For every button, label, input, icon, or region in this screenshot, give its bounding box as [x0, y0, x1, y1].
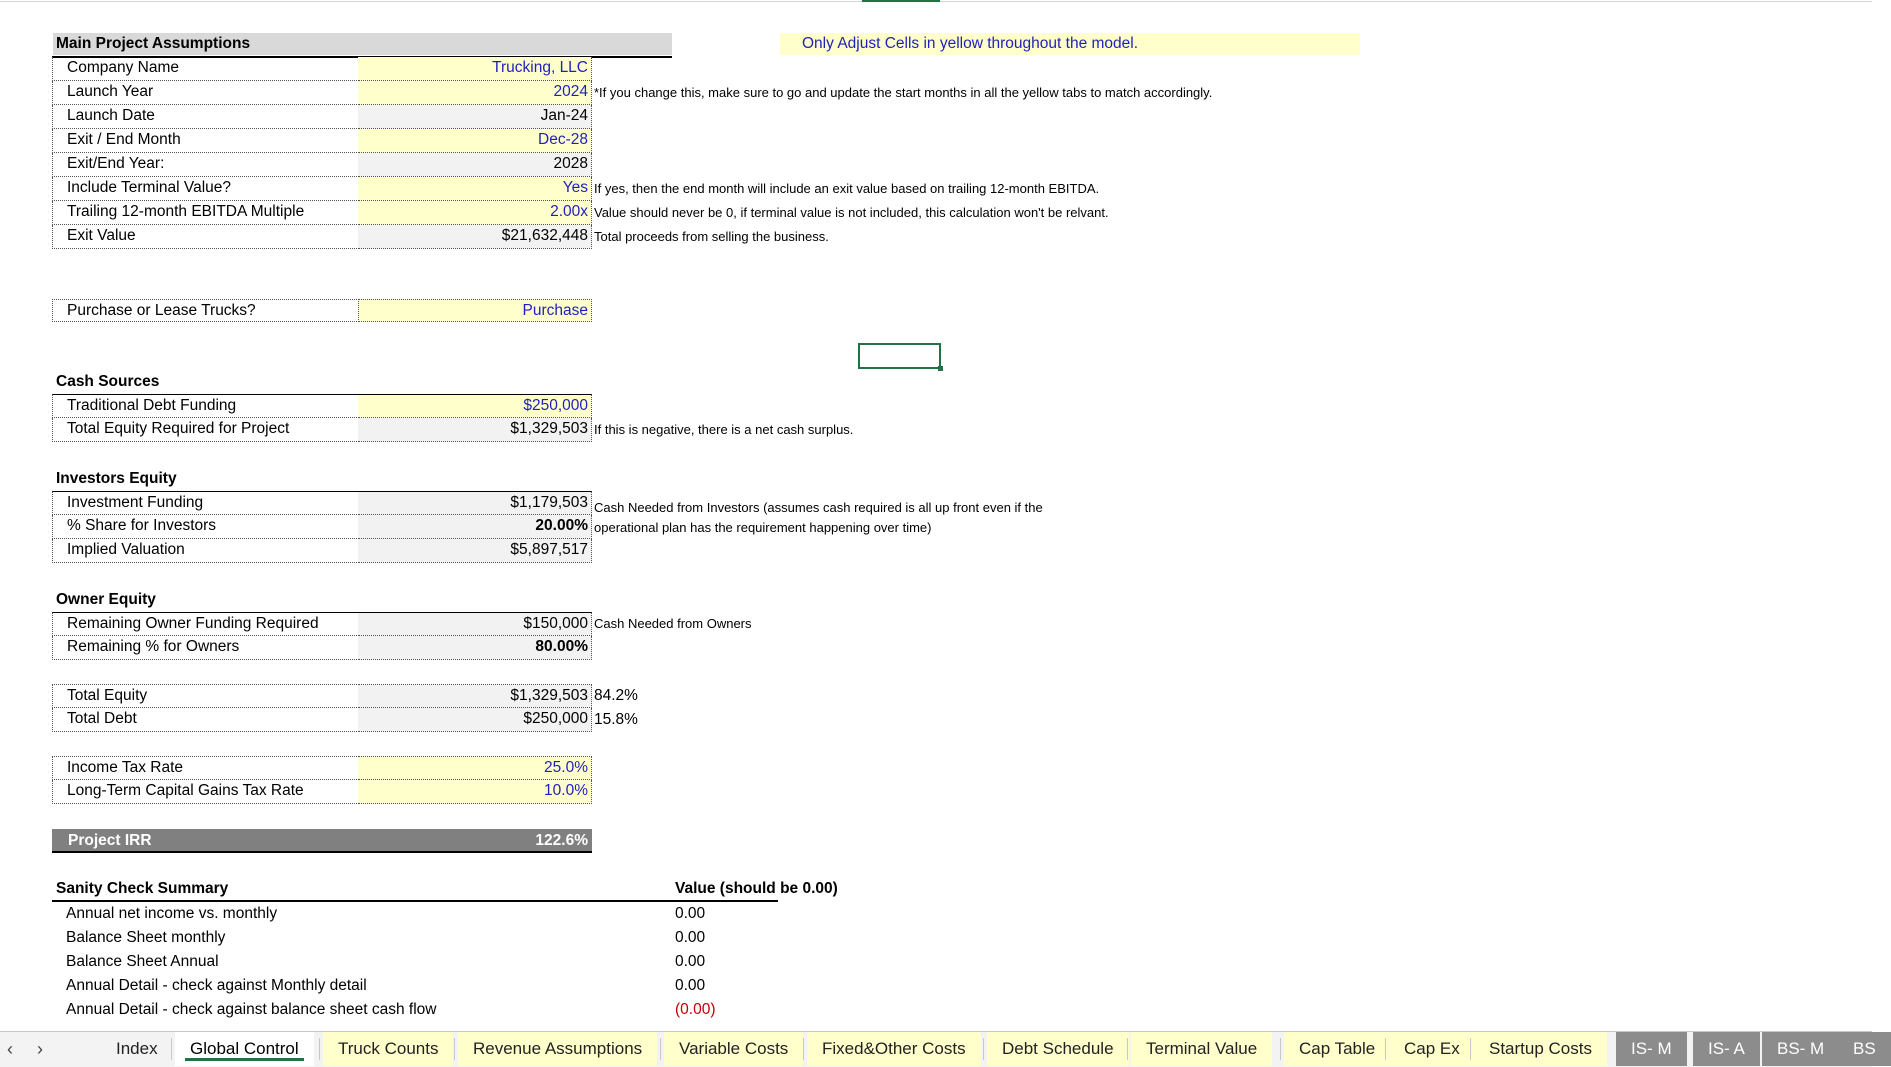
- tab-separator: [803, 1038, 804, 1060]
- tab-separator: [454, 1038, 455, 1060]
- cash-source-value[interactable]: $250,000: [358, 394, 592, 418]
- irr-value[interactable]: 122.6%: [535, 832, 588, 849]
- purchase-lease-input[interactable]: Purchase: [358, 299, 592, 322]
- irr-label: Project IRR: [68, 832, 152, 849]
- assumption-value[interactable]: Dec-28: [358, 129, 592, 153]
- investor-label: Investment Funding: [52, 491, 359, 515]
- tab-separator: [660, 1038, 661, 1060]
- assumption-value[interactable]: $21,632,448: [358, 225, 592, 249]
- assumption-label: Company Name: [52, 57, 359, 81]
- assumption-label: Launch Date: [52, 105, 359, 129]
- assumption-value[interactable]: Jan-24: [358, 105, 592, 129]
- cash-source-label: Total Equity Required for Project: [52, 418, 359, 442]
- sheet-tab-fixed-other-costs[interactable]: Fixed&Other Costs: [807, 1032, 981, 1066]
- sanity-check-value[interactable]: 0.00: [675, 905, 706, 922]
- investor-value[interactable]: $1,179,503: [358, 491, 592, 515]
- purchase-lease-label[interactable]: Purchase or Lease Trucks?: [52, 299, 359, 322]
- sheet-tab-truck-counts[interactable]: Truck Counts: [323, 1032, 453, 1066]
- assumption-note: Total proceeds from selling the business.: [594, 229, 829, 244]
- sheet-tab-variable-costs[interactable]: Variable Costs: [664, 1032, 803, 1066]
- total-value[interactable]: $1,329,503: [358, 684, 592, 708]
- scroll-tabs-right-icon[interactable]: ›: [37, 1039, 43, 1059]
- investor-label: % Share for Investors: [52, 515, 359, 539]
- sanity-check-label: Annual Detail - check against balance sheet cash flow: [66, 1001, 437, 1018]
- selected-cell-cursor[interactable]: [858, 343, 941, 369]
- assumption-label: Launch Year: [52, 81, 359, 105]
- total-label: Total Debt: [52, 708, 359, 732]
- tab-separator: [1280, 1038, 1281, 1060]
- owner-note: Cash Needed from Owners: [594, 616, 752, 631]
- tax-label: Long-Term Capital Gains Tax Rate: [52, 780, 359, 804]
- sheet-tab-global-control[interactable]: Global Control: [175, 1032, 314, 1066]
- sanity-value-header: Value (should be 0.00): [675, 880, 838, 897]
- tab-separator: [319, 1038, 320, 1060]
- cash-source-label: Traditional Debt Funding: [52, 394, 359, 418]
- sanity-check-label: Balance Sheet Annual: [66, 953, 219, 970]
- tab-separator: [1127, 1038, 1128, 1060]
- investor-value[interactable]: 20.00%: [358, 515, 592, 539]
- investor-note-line1: Cash Needed from Investors (assumes cash required is all up front even if the: [594, 500, 1043, 515]
- assumption-label: Exit / End Month: [52, 129, 359, 153]
- tax-value[interactable]: 25.0%: [358, 756, 592, 780]
- sheet-tab-bs-m[interactable]: BS- M: [1762, 1032, 1839, 1066]
- assumption-note: *If you change this, make sure to go and update the start months in all the yellow tabs to match accordingly.: [594, 85, 1213, 100]
- tab-separator: [171, 1038, 172, 1060]
- main-assumptions-header: Main Project Assumptions: [53, 33, 672, 55]
- total-percent: 84.2%: [594, 687, 638, 704]
- tab-separator: [983, 1038, 984, 1060]
- sheet-tab-cap-ex[interactable]: Cap Ex: [1389, 1032, 1475, 1066]
- sheet-tab-index[interactable]: Index: [116, 1039, 158, 1058]
- sanity-check-value[interactable]: 0.00: [675, 977, 706, 994]
- sanity-header: Sanity Check Summary: [56, 880, 229, 897]
- assumption-value[interactable]: 2.00x: [358, 201, 592, 225]
- sheet-tab-bs[interactable]: BS: [1838, 1032, 1891, 1066]
- investor-value[interactable]: $5,897,517: [358, 539, 592, 563]
- assumption-value[interactable]: 2028: [358, 153, 592, 177]
- sanity-underline: [52, 900, 778, 902]
- investor-label: Implied Valuation: [52, 539, 359, 563]
- assumption-value[interactable]: Yes: [358, 177, 592, 201]
- assumption-label: Trailing 12-month EBITDA Multiple: [52, 201, 359, 225]
- instruction-banner: Only Adjust Cells in yellow throughout the model.: [780, 33, 1360, 55]
- sheet-tab-debt-schedule[interactable]: Debt Schedule: [987, 1032, 1129, 1066]
- investor-note-line2: operational plan has the requirement happening over time): [594, 520, 932, 535]
- cash-source-value[interactable]: $1,329,503: [358, 418, 592, 442]
- cash-sources-header: Cash Sources: [56, 373, 160, 390]
- total-percent: 15.8%: [594, 711, 638, 728]
- assumption-note: Value should never be 0, if terminal value is not included, this calculation won't be relvant.: [594, 205, 1109, 220]
- sheet-tab-is-m[interactable]: IS- M: [1616, 1032, 1687, 1066]
- sanity-check-value[interactable]: 0.00: [675, 953, 706, 970]
- assumption-value[interactable]: Trucking, LLC: [358, 57, 592, 81]
- assumption-label: Include Terminal Value?: [52, 177, 359, 201]
- sanity-check-value[interactable]: 0.00: [675, 929, 706, 946]
- owner-label: Remaining % for Owners: [52, 636, 359, 660]
- sanity-check-value[interactable]: (0.00): [675, 1001, 716, 1018]
- total-label: Total Equity: [52, 684, 359, 708]
- assumption-note: If yes, then the end month will include an exit value based on trailing 12-month EBITDA.: [594, 181, 1100, 196]
- column-header-accent: [862, 0, 940, 2]
- sheet-tab-startup-costs[interactable]: Startup Costs: [1474, 1032, 1607, 1066]
- assumption-label: Exit/End Year:: [52, 153, 359, 177]
- assumption-value[interactable]: 2024: [358, 81, 592, 105]
- assumption-label: Exit Value: [52, 225, 359, 249]
- tax-value[interactable]: 10.0%: [358, 780, 592, 804]
- sanity-check-label: Balance Sheet monthly: [66, 929, 226, 946]
- sanity-check-label: Annual Detail - check against Monthly detail: [66, 977, 367, 994]
- tax-label: Income Tax Rate: [52, 756, 359, 780]
- sanity-check-label: Annual net income vs. monthly: [66, 905, 278, 922]
- sheet-tab-terminal-value[interactable]: Terminal Value: [1131, 1032, 1272, 1066]
- total-value[interactable]: $250,000: [358, 708, 592, 732]
- irr-bar: [52, 829, 592, 853]
- sheet-tab-is-a[interactable]: IS- A: [1693, 1032, 1760, 1066]
- owner-label: Remaining Owner Funding Required: [52, 612, 359, 636]
- investors-equity-header: Investors Equity: [56, 470, 177, 487]
- cash-source-note: If this is negative, there is a net cash surplus.: [594, 422, 854, 437]
- sheet-tab-revenue-assumptions[interactable]: Revenue Assumptions: [458, 1032, 657, 1066]
- owner-equity-header: Owner Equity: [56, 591, 156, 608]
- owner-value[interactable]: 80.00%: [358, 636, 592, 660]
- sheet-tab-cap-table[interactable]: Cap Table: [1284, 1032, 1390, 1066]
- tab-separator: [1385, 1038, 1386, 1060]
- scroll-tabs-left-icon[interactable]: ‹: [7, 1039, 13, 1059]
- tab-separator: [1470, 1038, 1471, 1060]
- owner-value[interactable]: $150,000: [358, 612, 592, 636]
